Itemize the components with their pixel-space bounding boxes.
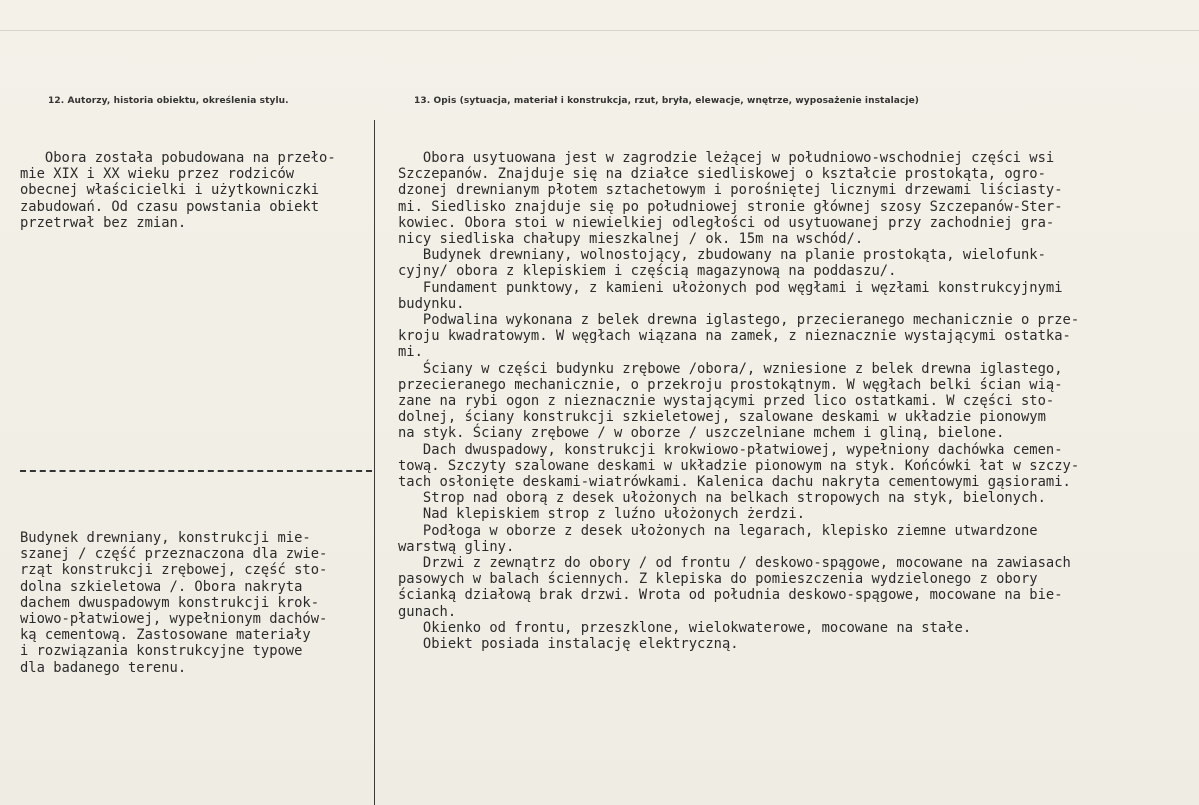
text-line: Dach dwuspadowy, konstrukcji krokwiowo-płatwiowej, wypełniony dachówka cemen- bbox=[398, 441, 1063, 458]
text-line: zane na rybi ogon z nieznacznie wystającymi przed lico ostatkami. W części sto- bbox=[398, 393, 1055, 410]
text-line: cyjny/ obora z klepiskiem i częścią magazynową na poddaszu/. bbox=[398, 263, 897, 280]
history-text bbox=[20, 150, 336, 231]
text-line: Drzwi z zewnątrz do obory / od frontu / deskowo-spągowe, mocowane na zawiasach bbox=[398, 555, 1071, 572]
text-line: Strop nad oborą z desek ułożonych na belkach stropowych na styk, bielonych. bbox=[398, 490, 1046, 507]
text-line: i rozwiązania konstrukcyjne typowe bbox=[20, 643, 303, 660]
text-line: przecieranego mechanicznie, o przekroju prostokątnym. W węgłach belki ścian wią- bbox=[398, 376, 1063, 393]
text-line: Budynek drewniany, wolnostojący, zbudowany na planie prostokąta, wielofunk- bbox=[398, 247, 1046, 264]
text-line: dolnej, ściany konstrukcji szkieletowej, szalowane deskami w układzie pionowym bbox=[398, 409, 1046, 426]
text-line: mi. Siedlisko znajduje się po południowej stronie głównej szosy Szczepanów-Ster- bbox=[398, 198, 1063, 215]
text-line: warstwą gliny. bbox=[398, 538, 515, 555]
text-line: Obora usytuowana jest w zagrodzie leżącej w południowo-wschodniej części wsi bbox=[398, 150, 1055, 166]
text-line: Szczepanów. Znajduje się na działce siedliskowej o kształcie prostokąta, ogro- bbox=[398, 166, 1046, 183]
text-line: mie XIX i XX wieku przez rodziców bbox=[20, 166, 295, 183]
text-line: przetrwał bez zmian. bbox=[20, 214, 187, 231]
text-line: Budynek drewniany, konstrukcji mie- bbox=[20, 530, 311, 546]
text-line: dolna szkieletowa /. Obora nakryta bbox=[20, 578, 303, 595]
text-line: Obiekt posiada instalację elektryczną. bbox=[398, 636, 739, 653]
text-line: kroju kwadratowym. W węgłach wiązana na zamek, z nieznacznie wystającymi ostatka- bbox=[398, 328, 1071, 345]
dashed-separator bbox=[20, 470, 372, 472]
text-line: budynku. bbox=[398, 295, 465, 312]
text-line: ścianką działową brak drzwi. Wrota od południa deskowo-spągowe, mocowane na bie- bbox=[398, 587, 1063, 604]
text-line: Okienko od frontu, przeszklone, wielokwaterowe, mocowane na stałe. bbox=[398, 619, 972, 636]
text-line: obecnej właścicielki i użytkowniczki bbox=[20, 182, 320, 199]
text-line: Fundament punktowy, z kamieni ułożonych pod węgłami i węzłami konstrukcyjnymi bbox=[398, 279, 1063, 296]
text-line: pasowych w balach ściennych. Z klepiska do pomieszczenia wydzielonego z obory bbox=[398, 571, 1038, 588]
text-line: zabudowań. Od czasu powstania obiekt bbox=[20, 198, 320, 215]
text-line: Nad klepiskiem strop z luźno ułożonych żerdzi. bbox=[398, 506, 806, 523]
text-line: Obora została pobudowana na przeło- bbox=[20, 150, 336, 166]
style-text bbox=[20, 530, 327, 676]
text-line: dla badanego terenu. bbox=[20, 659, 187, 676]
text-line: gunach. bbox=[398, 603, 457, 620]
section-13-heading: 13. Opis (sytuacja, materiał i konstrukcja, rzut, bryła, elewacje, wnętrze, wyposażenie instalacje) bbox=[414, 96, 920, 106]
text-line: tach osłonięte deskami-wiatrówkami. Kalenica dachu nakryta cementowymi gąsiorami. bbox=[398, 474, 1071, 491]
card-top-edge bbox=[0, 30, 1199, 31]
text-line: rząt konstrukcji zrębowej, część sto- bbox=[20, 562, 328, 579]
text-line: dachem dwuspadowym konstrukcji krok- bbox=[20, 594, 320, 611]
text-line: ką cementową. Zastosowane materiały bbox=[20, 627, 311, 644]
text-line: dzonej drewnianym płotem sztachetowym i porośniętej licznymi drzewami liściasty- bbox=[398, 182, 1063, 199]
text-line: wiowo-płatwiowej, wypełnionym dachów- bbox=[20, 611, 328, 628]
text-line: na styk. Ściany zrębowe / w oborze / uszczelniane mchem i gliną, bielone. bbox=[398, 425, 1005, 442]
text-line: mi. bbox=[398, 344, 423, 361]
text-line: nicy siedliska chałupy mieszkalnej / ok. 15m na wschód/. bbox=[398, 231, 864, 248]
text-line: Podwalina wykonana z belek drewna iglastego, przecieranego mechanicznie o prze- bbox=[398, 312, 1080, 329]
text-line: szanej / część przeznaczona dla zwie- bbox=[20, 546, 328, 563]
column-divider bbox=[374, 120, 375, 805]
description-text bbox=[398, 150, 1079, 652]
text-line: kowiec. Obora stoi w niewielkiej odległości od usytuowanej przy zachodniej gra- bbox=[398, 214, 1055, 231]
text-line: Podłoga w oborze z desek ułożonych na legarach, klepisko ziemne utwardzone bbox=[398, 522, 1038, 539]
text-line: Ściany w części budynku zrębowe /obora/, wzniesione z belek drewna iglastego, bbox=[398, 360, 1063, 377]
text-line: tową. Szczyty szalowane deskami w układzie pionowym na styk. Końcówki łat w szczy- bbox=[398, 457, 1080, 474]
section-12-heading: 12. Autorzy, historia obiektu, określenia stylu. bbox=[48, 96, 289, 106]
